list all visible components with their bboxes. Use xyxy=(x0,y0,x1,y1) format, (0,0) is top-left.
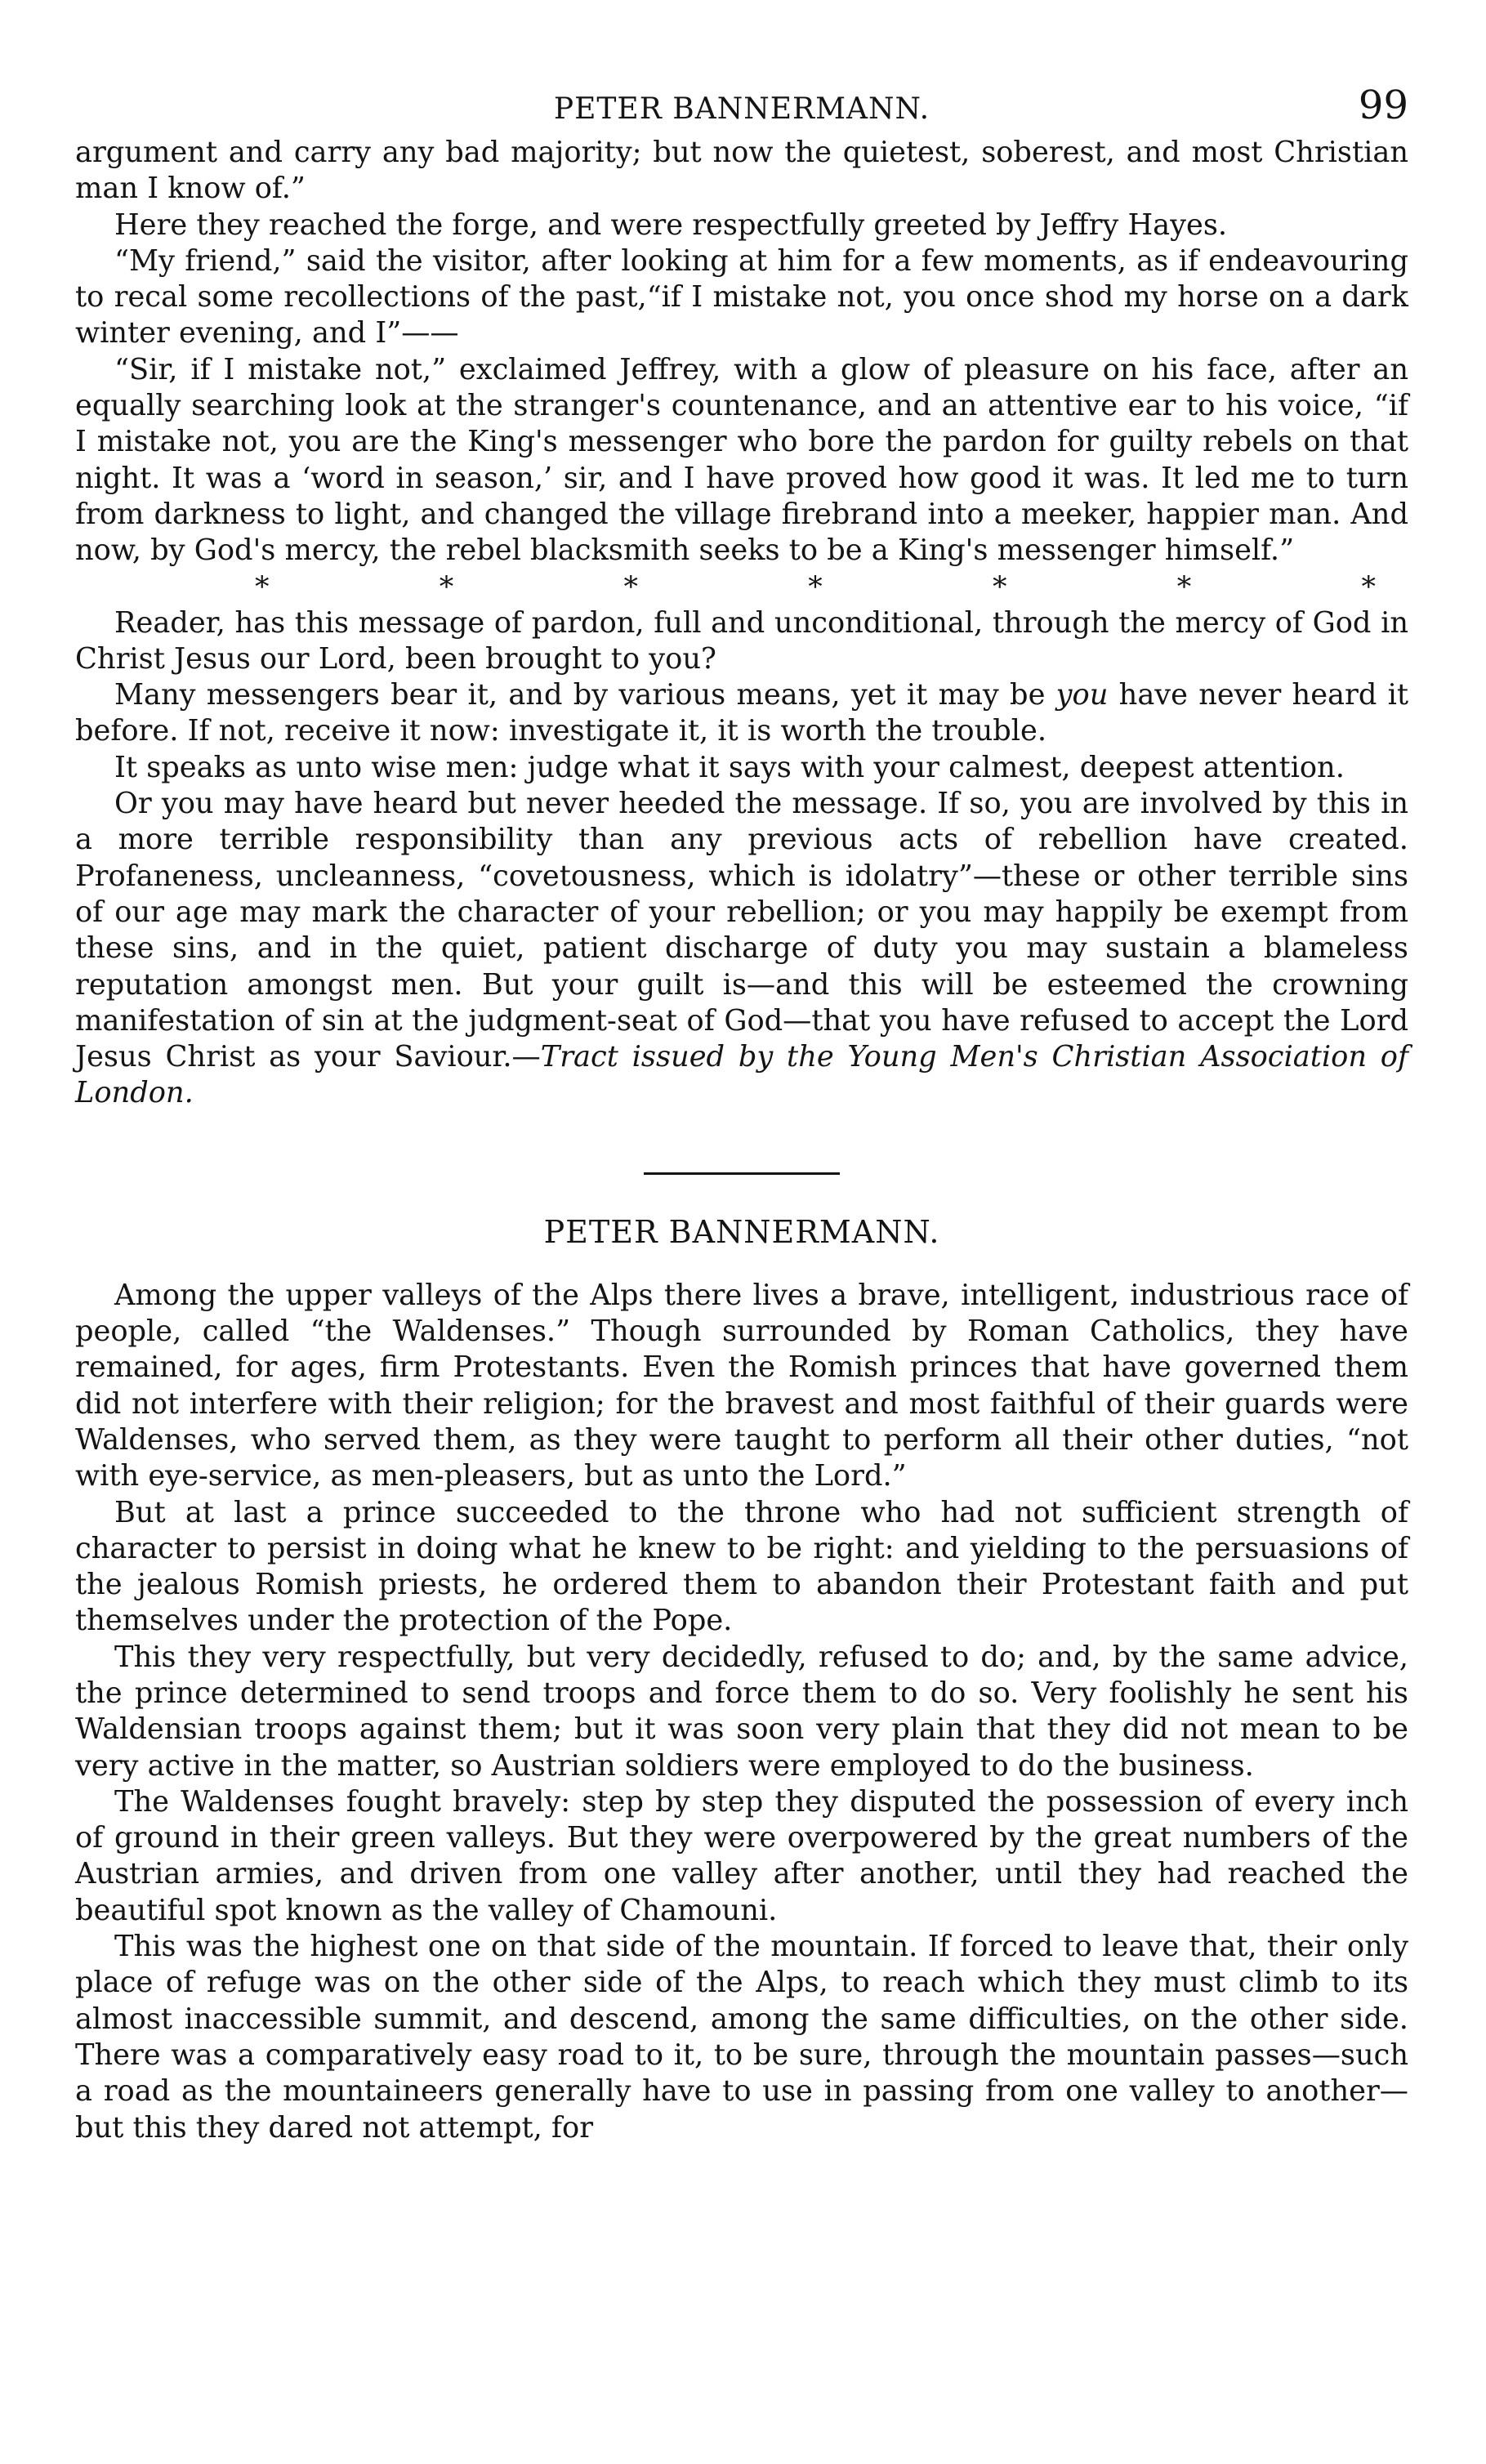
asterisk: * xyxy=(1361,570,1376,604)
paragraph-visitor: “My friend,” said the visitor, after looking at him for a few moments, as if endeavouring to recal some recollections of the past,“if I mistake not, you once shod my horse on a dark winter evening, and I”—— xyxy=(75,243,1408,350)
paragraph-forge: Here they reached the forge, and were respectfully greeted by Jeffry Hayes. xyxy=(114,208,1228,242)
paragraph-messengers xyxy=(75,677,1408,750)
running-header xyxy=(75,78,1408,135)
asterisk: * xyxy=(1176,570,1192,604)
asterisk: * xyxy=(255,570,270,604)
running-title: PETER BANNERMANN. xyxy=(553,92,930,126)
responsibility-text: Or you may have heard but never heeded the message. If so, you are involved by this in a more terrible responsibility than any previous acts of rebellion have created. Profaneness, uncleanness, “covetousness, which is idolatry”—these or other terrible sins of our age may mark the character of your rebellion; or you may happily be exempt from these sins, and in the quiet, patient discharge of duty you may sustain a blameless reputation amongst men. But your guilt is—and this will be esteemed the crowning manifestation of sin at the judgment-seat of God—that you have refused to accept the Lord Jesus Christ as your Saviour.— xyxy=(75,787,1408,1074)
messengers-text-end: have never heard it before. If not, receive it now: investigate it, it is worth the trouble. xyxy=(75,678,1408,748)
messengers-text: Many messengers bear it, and by various means, yet it may be xyxy=(114,678,1056,712)
book-page xyxy=(75,78,1408,2146)
paragraph-waldenses: Among the upper valleys of the Alps there lives a brave, intelligent, industrious race of people, called “the Waldenses.” Though surrounded by Roman Catholics, they have remained, for ages, firm Protestants. Even the Romish princes that have governed them did not interfere with their religion; for the bravest and most faithful of their guards were Waldenses, who served them, as they were taught to perform all their other duties, “not with eye-service, as men-pleasers, but as unto the Lord.” xyxy=(75,1278,1408,1493)
paragraph-battle: The Waldenses fought bravely: step by step they disputed the possession of every inch of ground in their green valleys. But they were overpowered by the great numbers of the Austrian armies, and driven from one valley after another, until they had reached the beautiful spot known as the valley of Chamouni. xyxy=(75,1784,1408,1927)
section-divider-rule xyxy=(644,1172,840,1175)
emphasis-you: you xyxy=(1055,678,1109,712)
paragraph-reader: Reader, has this message of pardon, full and unconditional, through the mercy of God in Christ Jesus our Lord, been brought to you? xyxy=(75,605,1408,676)
paragraph-continuation: argument and carry any bad majority; but now the quietest, soberest, and most Christian man I know of.” xyxy=(75,136,1408,206)
asterisk: * xyxy=(993,570,1007,604)
paragraph-chamouni: This was the highest one on that side of the mountain. If forced to leave that, their only place of refuge was on the other side of the Alps, to reach which they must climb to its almost inaccessible summit, and descend, among the same difficulties, on the other side. There was a comparatively easy road to it, to be sure, through the mountain passes—such a road as the mountaineers generally have to use in passing from one valley to another—but this they dared not attempt, for xyxy=(75,1930,1408,2145)
asterisk: * xyxy=(808,570,823,604)
asterisk-divider xyxy=(75,569,1408,605)
article-title: PETER BANNERMANN. xyxy=(543,1213,940,1250)
paragraph-prince: But at last a prince succeeded to the throne who had not sufficient strength of character to persist in doing what he knew to be right: and yielding to the persuasions of the jealous Romish priests, he ordered them to abandon their Protestant faith and put themselves under the protection of the Pope. xyxy=(75,1495,1408,1638)
paragraph-refusal: This they very respectfully, but very decidedly, refused to do; and, by the same advice, the prince determined to send troops and force them to do so. Very foolishly he sent his Waldensian troops against them; but it was soon very plain that they did not mean to be very active in the matter, so Austrian soldiers were employed to do the business. xyxy=(75,1640,1408,1783)
paragraph-wise-men: It speaks as unto wise men: judge what it says with your calmest, deepest attention. xyxy=(114,750,1345,784)
asterisk: * xyxy=(439,570,454,604)
source-credit: Tract issued by the Young Men's Christian Association of London. xyxy=(75,1040,1408,1110)
page-number: 99 xyxy=(1358,83,1408,128)
asterisk: * xyxy=(623,570,638,604)
paragraph-jeffrey: “Sir, if I mistake not,” exclaimed Jeffrey, with a glow of pleasure on his face, after an equally searching look at the stranger's countenance, and an attentive ear to his voice, “if I mistake not, you are the King's messenger who bore the pardon for guilty rebels on that night. It was a ‘word in season,’ sir, and I have proved how good it was. It led me to turn from darkness to light, and changed the village firebrand into a meeker, happier man. And now, by God's mercy, the rebel blacksmith seeks to be a King's messenger himself.” xyxy=(75,352,1408,568)
paragraph-responsibility xyxy=(75,786,1408,1112)
